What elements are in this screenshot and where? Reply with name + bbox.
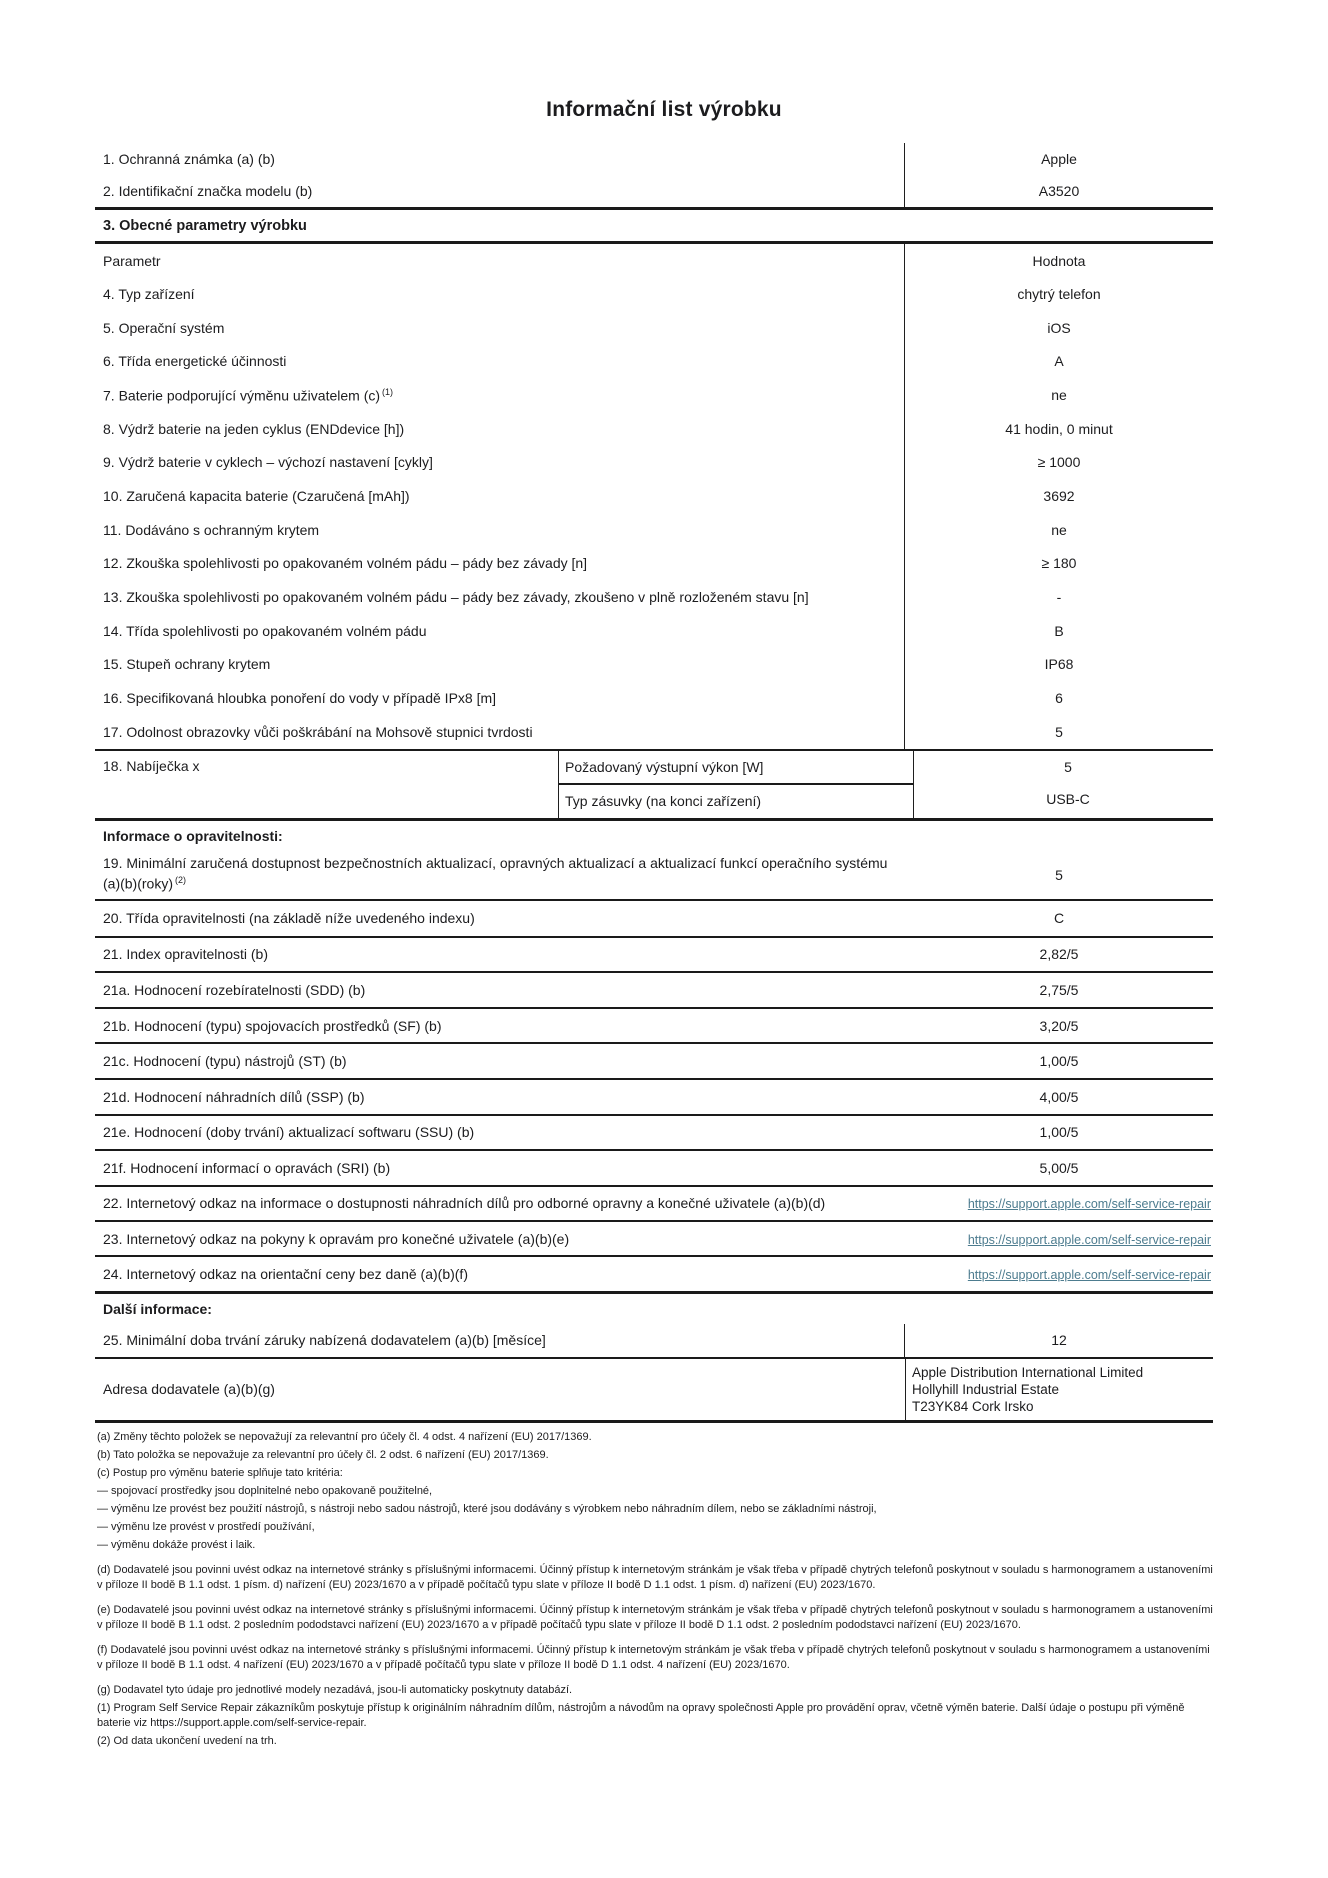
row-value — [968, 1231, 1213, 1247]
row-value: 2,82/5 — [1039, 946, 1079, 963]
charger-row — [95, 749, 1213, 821]
row-label: 21c. Hodnocení (typu) nástrojů (ST) (b) — [103, 1053, 347, 1070]
row-label: 7. Baterie podporující výměnu uživatelem (c) $^{(1)}$ — [103, 386, 394, 404]
table-row — [95, 547, 1213, 581]
address-line: Apple Distribution International Limited — [912, 1364, 1144, 1380]
footnote-c: (c) Postup pro výměnu baterie splňuje tato kritéria: — [97, 1466, 343, 1479]
table-row — [95, 143, 1213, 175]
row-value: 3,20/5 — [1039, 1017, 1079, 1034]
table-row — [95, 344, 1213, 378]
footnote-g: (g) Dodavatel tyto údaje pro jednotlivé modely nezadává, jsou-li automaticky poskytnuty databází. — [97, 1683, 573, 1696]
row-value: ≥ 180 — [904, 547, 1213, 581]
row-value: 5 — [1064, 758, 1072, 775]
row-label: 11. Dodáváno s ochranným krytem — [103, 521, 320, 538]
row-value: 5 — [904, 715, 1213, 749]
row-value: 41 hodin, 0 minut — [904, 412, 1213, 446]
address-line: T23YK84 Cork Irsko — [912, 1398, 1034, 1414]
row-label: 9. Výdrž baterie v cyklech – výchozí nastavení [cykly] — [103, 454, 433, 471]
superscript: (2) — [175, 875, 186, 886]
row-value: 5,00/5 — [1039, 1159, 1079, 1176]
table-row — [95, 311, 1213, 345]
row-label: Adresa dodavatele (a)(b)(g) — [103, 1381, 275, 1398]
table-row — [95, 1324, 1213, 1359]
row-label: 8. Výdrž baterie na jeden cyklus (ENDdevice [h]) — [103, 420, 405, 437]
row-label: 25. Minimální doba trvání záruky nabízená dodavatelem (a)(b) [měsíce] — [103, 1332, 546, 1349]
column-header-parameter: Parametr — [103, 252, 161, 269]
row-label: 22. Internetový odkaz na informace o dostupnosti náhradních dílů pro odborné opravny a konečné uživatele (a)(b)(d) — [103, 1195, 826, 1212]
row-label: 18. Nabíječka x — [103, 757, 200, 774]
row-value: 6 — [904, 681, 1213, 715]
row-label: 24. Internetový odkaz na orientační ceny bez daně (a)(b)(f) — [103, 1266, 468, 1283]
table-row — [95, 1187, 1213, 1222]
row-label: 20. Třída opravitelnosti (na základě níže uvedeného indexu) — [103, 910, 475, 927]
row-label: 4. Typ zařízení — [103, 285, 195, 302]
additional-info-table — [95, 1324, 1213, 1359]
table-row — [95, 681, 1213, 715]
section-heading-repairability: Informace o opravitelnosti: — [103, 827, 283, 844]
row-value: Apple — [904, 143, 1213, 175]
row-value: 1,00/5 — [1039, 1124, 1079, 1141]
row-label: 1. Ochranná známka (a) (b) — [103, 151, 275, 167]
row-label: 5. Operační systém — [103, 319, 225, 336]
row-value: 12 — [904, 1324, 1213, 1357]
row-label: 12. Zkouška spolehlivosti po opakovaném volném pádu – pády bez závady [n] — [103, 555, 588, 572]
row-label: 14. Třída spolehlivosti po opakovaném volném pádu — [103, 622, 427, 639]
table-row — [95, 412, 1213, 446]
repairability-table — [95, 851, 1213, 1294]
superscript: (1) — [382, 386, 394, 397]
self-service-repair-link[interactable]: https://support.apple.com/self-service-repair — [967, 1197, 1211, 1212]
row-label: 21b. Hodnocení (typu) spojovacích prostředků (SF) (b) — [103, 1017, 442, 1034]
row-value: 4,00/5 — [1039, 1088, 1079, 1105]
row-value: ≥ 1000 — [904, 445, 1213, 479]
row-label: 10. Zaručená kapacita baterie (Czaručená [mAh]) — [103, 487, 410, 504]
supplier-address — [905, 1359, 1213, 1420]
self-service-repair-link[interactable]: https://support.apple.com/self-service-repair — [967, 1268, 1211, 1283]
supplier-address-row — [95, 1359, 1213, 1423]
charger-subtable-labels — [558, 751, 913, 818]
row-label: 2. Identifikační značka modelu (b) — [103, 183, 313, 199]
row-value: ne — [904, 513, 1213, 547]
column-header-value: Hodnota — [904, 244, 1213, 277]
row-label: 6. Třída energetické účinnosti — [103, 353, 287, 370]
row-label: 21f. Hodnocení informací o opravách (SRI) (b) — [103, 1159, 391, 1176]
table-row — [95, 614, 1213, 648]
identification-table — [95, 143, 1213, 210]
table-row — [95, 445, 1213, 479]
row-value: A3520 — [904, 175, 1213, 207]
table-row — [95, 973, 1213, 1009]
footnote-c-item: — spojovací prostředky jsou doplnitelné nebo opakovaně použitelné, — [97, 1484, 433, 1497]
section-heading-general-parameters: 3. Obecné parametry výrobku — [95, 210, 1213, 244]
table-row — [95, 1080, 1213, 1116]
row-value: ne — [904, 378, 1213, 412]
footnote-d: (d) Dodavatelé jsou povinni uvést odkaz na internetové stránky s příslušnými informacemi. Účinný přístup k internetovým stránkám je však třeba v případě chytrých telefonů poskytnout v souladu s harmonogramem a ustanoveními v příloze II bodě B 1.1 odst. 1 písm. d) nařízení (EU) 2023/1670 a v případě počítačů typu slate v příloze II bodě D 1.1 odst. 1 písm. d) nařízení (EU) 2023/1670. — [97, 1563, 1213, 1591]
footnote-b: (b) Tato položka se nepovažuje za relevantní pro účely čl. 2 odst. 6 nařízení (EU) 2017/1369. — [97, 1448, 549, 1461]
product-sheet — [95, 143, 1213, 1749]
table-row — [95, 479, 1213, 513]
charger-subtable-values — [913, 751, 1222, 818]
footnote-c-item: — výměnu lze provést v prostředí používání, — [97, 1520, 315, 1533]
row-value: IP68 — [904, 648, 1213, 682]
row-label: 16. Specifikovaná hloubka ponoření do vody v případě IPx8 [m] — [103, 690, 497, 707]
table-row — [95, 1151, 1213, 1187]
table-row — [95, 175, 1213, 207]
table-row — [95, 378, 1213, 412]
table-row — [95, 938, 1213, 974]
row-value: 2,75/5 — [1039, 982, 1079, 999]
row-label: 21d. Hodnocení náhradních dílů (SSP) (b) — [103, 1088, 365, 1105]
self-service-repair-link[interactable]: https://support.apple.com/self-service-repair — [967, 1232, 1211, 1247]
table-row — [95, 715, 1213, 749]
table-row — [95, 580, 1213, 614]
footnote-2: (2) Od data ukončení uvedení na trh. — [97, 1734, 277, 1747]
row-label: 17. Odolnost obrazovky vůči poškrábání na Mohsově stupnici tvrdosti — [103, 723, 533, 740]
row-value: USB-C — [1046, 791, 1090, 808]
table-row — [95, 851, 1213, 901]
row-value — [968, 1195, 1213, 1211]
page-title: Informační list výrobku — [546, 98, 782, 121]
row-label: Požadovaný výstupní výkon [W] — [559, 751, 913, 786]
row-value: chytrý telefon — [904, 277, 1213, 311]
row-label: 15. Stupeň ochrany krytem — [103, 656, 271, 673]
table-row — [95, 277, 1213, 311]
address-line: Hollyhill Industrial Estate — [912, 1381, 1060, 1397]
table-row — [95, 901, 1213, 938]
table-row — [95, 1044, 1213, 1080]
footnote-c-item: — výměnu lze provést bez použití nástrojů, s nástroji nebo sadou nástrojů, které jsou dodávány s výrobkem nebo náhradním dílem, nebo se základními nástroji, — [97, 1502, 877, 1515]
footnote-c-item: — výměnu dokáže provést i laik. — [97, 1538, 256, 1551]
table-row — [95, 1009, 1213, 1045]
table-header-row — [95, 244, 1213, 277]
row-value: - — [904, 580, 1213, 614]
row-label: Typ zásuvky (na konci zařízení) — [565, 793, 762, 810]
footnote-a: (a) Změny těchto položek se nepovažují za relevantní pro účely čl. 4 odst. 4 nařízení (EU) 2017/1369. — [97, 1430, 592, 1443]
row-value: 3692 — [904, 479, 1213, 513]
table-row — [95, 1116, 1213, 1152]
row-label: 23. Internetový odkaz na pokyny k opravám pro konečné uživatele (a)(b)(e) — [103, 1230, 570, 1247]
row-value — [968, 1266, 1213, 1282]
footnote-f: (f) Dodavatelé jsou povinni uvést odkaz na internetové stránky s příslušnými informacemi. Účinný přístup k internetovým stránkám je však třeba v případě chytrých telefonů poskytnout v souladu s harmonogramem a ustanoveními v příloze II bodě B 1.1 odst. 4 nařízení (EU) 2023/1670 a v případě počítačů typu slate v příloze II bodě D 1.1 odst. 4 nařízení (EU) 2023/1670. — [97, 1643, 1210, 1671]
row-value: 5 — [1055, 866, 1063, 883]
row-value: A — [904, 344, 1213, 378]
table-row — [95, 513, 1213, 547]
row-label: 19. Minimální zaručená dostupnost bezpečnostních aktualizací, opravných aktualizací a aktualizací funkcí operačního systému (a)(b)(roky) $^{(2)}$ — [103, 855, 888, 892]
row-value: 1,00/5 — [1039, 1053, 1079, 1070]
general-parameters-table — [95, 244, 1213, 821]
footnote-1: (1) Program Self Service Repair zákazníkům poskytuje přístup k originálním náhradním dílům, nástrojům a návodům na opravy společnosti Apple pro provádění oprav, včetně výměn baterie. Další údaje o postupu při výměně baterie viz https://support.apple.com/self-service-repair. — [97, 1701, 1185, 1729]
row-label: 21e. Hodnocení (doby trvání) aktualizací softwaru (SSU) (b) — [103, 1124, 475, 1141]
table-row — [95, 648, 1213, 682]
row-label: 13. Zkouška spolehlivosti po opakovaném volném pádu – pády bez závady, zkoušeno v plně rozloženém stavu [n] — [103, 589, 809, 606]
footnote-e: (e) Dodavatelé jsou povinni uvést odkaz na internetové stránky s příslušnými informacemi. Účinný přístup k internetovým stránkám je však třeba v případě chytrých telefonů poskytnout v souladu s harmonogramem a ustanoveními v příloze II bodě B 1.1 odst. 2 posledním pododstavci nařízení (EU) 2023/1670 a v případě počítačů typu slate v příloze II bodě D 1.1 odst. 2 posledním pododstavci nařízení (EU) 2023/1670. — [97, 1603, 1213, 1631]
row-value: iOS — [904, 311, 1213, 345]
footnotes — [95, 1423, 1213, 1749]
table-row — [95, 1257, 1213, 1293]
row-value: C — [1053, 910, 1065, 927]
table-row — [95, 1222, 1213, 1257]
section-heading-additional-info: Další informace: — [103, 1300, 212, 1317]
row-value: B — [904, 614, 1213, 648]
row-label: 21. Index opravitelnosti (b) — [103, 946, 268, 963]
row-label: 21a. Hodnocení rozebíratelnosti (SDD) (b) — [103, 982, 366, 999]
